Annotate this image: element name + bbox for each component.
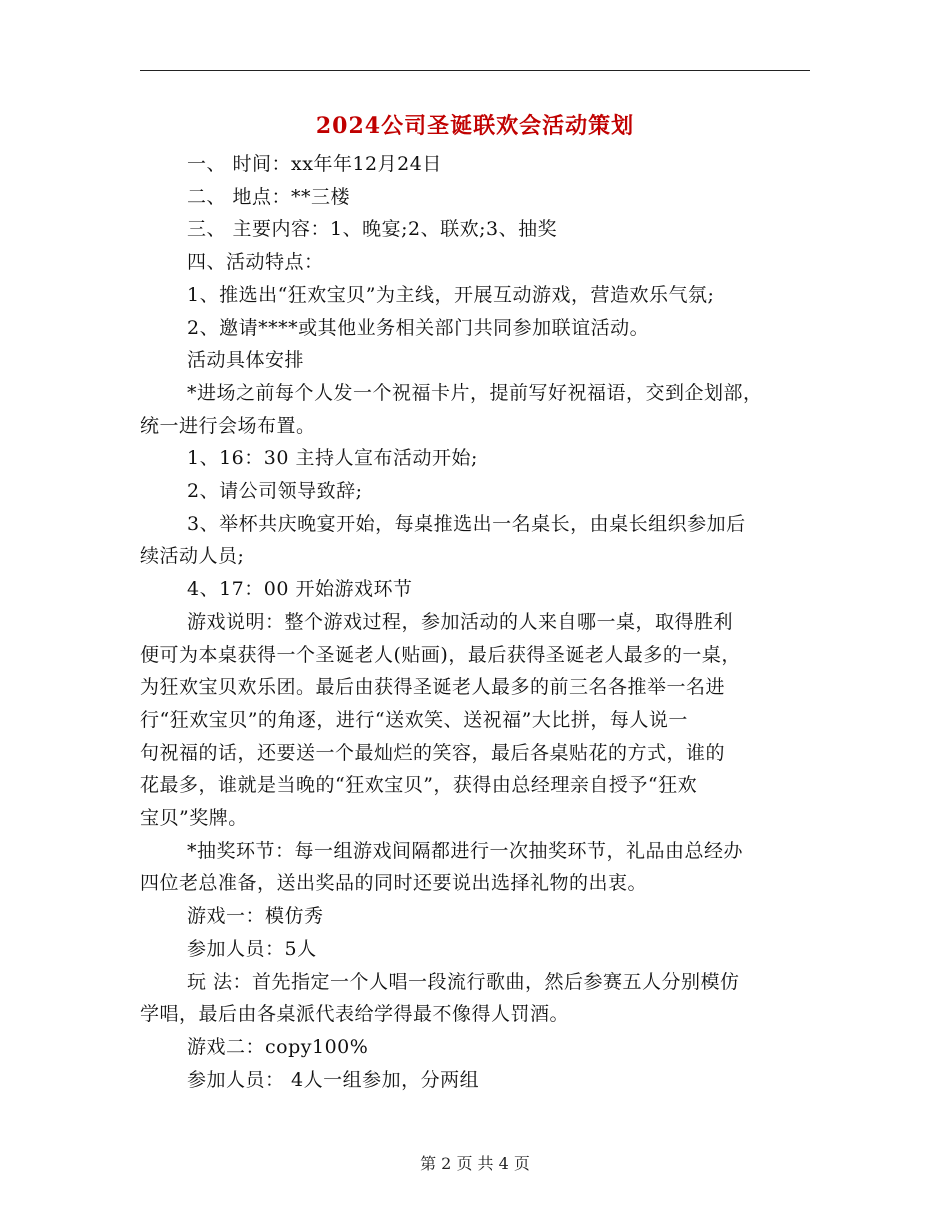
paragraph-line: 为狂欢宝贝欢乐团。最后由获得圣诞老人最多的前三名各推举一名进 — [140, 676, 726, 699]
paragraph-line: 游戏说明：整个游戏过程，参加活动的人来自哪一桌，取得胜利 — [187, 610, 734, 633]
paragraph-line: 四、活动特点： — [187, 251, 324, 274]
paragraph-line: 1、16：30 主持人宣布活动开始; — [187, 447, 478, 470]
paragraph-line: 游戏一：模仿秀 — [187, 905, 324, 928]
paragraph-line: 玩 法：首先指定一个人唱一段流行歌曲，然后参赛五人分别模仿 — [187, 970, 740, 993]
paragraph-line: 一、 时间：xx年年12月24日 — [187, 153, 442, 175]
document-title: 2024公司圣诞联欢会活动策划 — [315, 113, 635, 139]
paragraph-line: 统一进行会场布置。 — [140, 414, 316, 437]
paragraph-line: 学唱，最后由各桌派代表给学得最不像得人罚酒。 — [140, 1003, 570, 1026]
paragraph-line: 行“狂欢宝贝”的角逐，进行“送欢笑、送祝福”大比拼，每人说一 — [140, 708, 688, 731]
paragraph-line: 三、 主要内容：1、晚宴;2、联欢;3、抽奖 — [187, 218, 558, 241]
paragraph-line: 2、邀请****或其他业务相关部门共同参加联谊活动。 — [187, 316, 650, 339]
paragraph-line: 2、请公司领导致辞; — [187, 480, 363, 503]
paragraph-line: 续活动人员; — [140, 545, 245, 568]
page-footer: 第 2 页 共 4 页 — [420, 1154, 530, 1173]
paragraph-line: *抽奖环节：每一组游戏间隔都进行一次抽奖环节，礼品由总经办 — [187, 839, 744, 862]
paragraph-line: 3、举杯共庆晚宴开始，每桌推选出一名桌长，由桌长组织参加后 — [187, 512, 746, 535]
paragraph-line: *进场之前每个人发一个祝福卡片，提前写好祝福语，交到企划部， — [187, 381, 763, 404]
paragraph-line: 1、推选出“狂欢宝贝”为主线，开展互动游戏，营造欢乐气氛; — [187, 283, 715, 306]
paragraph-line: 宝贝”奖牌。 — [140, 807, 248, 830]
paragraph-line: 活动具体安排 — [187, 349, 305, 372]
paragraph-line: 4、17：00 开始游戏环节 — [187, 578, 413, 601]
paragraph-line: 四位老总准备，送出奖品的同时还要说出选择礼物的出衷。 — [140, 872, 648, 895]
paragraph-line: 句祝福的话，还要送一个最灿烂的笑容，最后各桌贴花的方式，谁的 — [140, 741, 726, 764]
paragraph-line: 参加人员：5人 — [187, 937, 317, 960]
paragraph-line: 便可为本桌获得一个圣诞老人(贴画)，最后获得圣诞老人最多的一桌， — [140, 643, 741, 666]
paragraph-line: 参加人员： 4人一组参加，分两组 — [187, 1068, 480, 1091]
document-body — [140, 148, 810, 1096]
header-rule — [140, 70, 810, 71]
paragraph-line: 二、 地点：**三楼 — [187, 185, 351, 208]
paragraph-line: 游戏二：copy100% — [187, 1035, 369, 1058]
paragraph-line: 花最多，谁就是当晚的“狂欢宝贝”，获得由总经理亲自授予“狂欢 — [140, 774, 698, 797]
